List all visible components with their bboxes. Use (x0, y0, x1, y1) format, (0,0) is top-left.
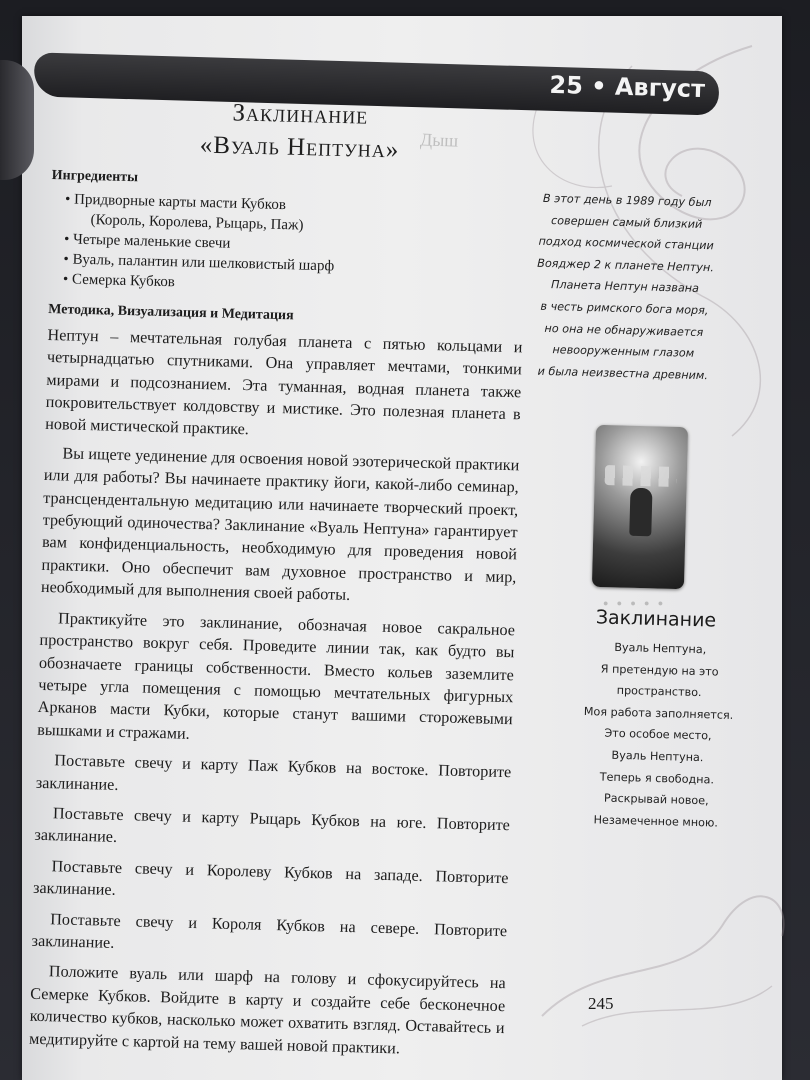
spell-title: Заклинание (595, 606, 717, 632)
spell-line: Это особое место, (604, 726, 712, 743)
spell-line: Теперь я свободна. (599, 770, 715, 787)
paragraph: Вы ищете уединение для освоения новой эзотерической практики или для работы? Вы начинаете практику йоги, какой-либо семинар, трансцендентальную медитацию или начинаете творческий проект, требующий одиночества? Заклинание «Вуаль Нептуна» гарантирует вам конфиденциальность, необходимую для проведения новой практики. Оно обеспечит вам духовное пространство и мир, необходимый для выполнения своей работы. (40, 444, 520, 605)
sidebar-line: невооруженным глазом (552, 343, 695, 360)
sidebar-line: подход космической станции (538, 234, 714, 253)
spell-line: Незамеченное мною. (593, 813, 719, 830)
ingredient-item: • Семерка Кубков (63, 270, 524, 302)
sidebar-line: Планета Нептун названа (550, 278, 700, 296)
ingredient-item: • Вуаль, палантин или шелковистый шарф (63, 250, 524, 282)
decorative-dots: ● ● ● ● ● (603, 598, 667, 608)
figure-illustration (629, 488, 652, 537)
previous-page-edge (0, 60, 34, 180)
paragraph: Положите вуаль или шарф на голову и сфокусируйтесь на Семерке Кубков. Войдите в карту и создайте себе бесконечное количество кубков, насколько может охватить взгляд. Оставайтесь и медитируйте с картой на тему вашей новой практики. (28, 962, 506, 1058)
paragraph: Поставьте свечу и карту Паж Кубков на востоке. Повторите заклинание. (35, 751, 512, 794)
page-title (174, 95, 426, 167)
spell-line: Вуаль Нептуна. (611, 748, 704, 765)
decorative-swirl-bottom (522, 836, 792, 1036)
spell-text (565, 636, 750, 835)
ingredients-heading: Ингредиенты (51, 167, 139, 186)
date-label: 25 • Август (549, 70, 706, 104)
paragraph: Практикуйте это заклинание, обозначая новое сакральное пространство вокруг себя. Проведите линии так, как будто вы обозначаете границы собственности. Вместо кольев заземлите четыре угла помещения с помощью мечтательных фигурных Арканов масти Кубки, которые станут вашими сторожевыми вышками и стражами. (36, 609, 516, 743)
paragraph: Поставьте свечу и Короля Кубков на севере. Повторите заклинание. (31, 909, 508, 952)
sidebar-line: и была неизвестна древним. (537, 364, 709, 382)
page-number: 245 (588, 994, 614, 1013)
sidebar-fact (517, 187, 732, 387)
sidebar-line: Вояджер 2 к планете Нептун. (537, 256, 715, 275)
spell-line: Моя работа заполняется. (583, 704, 734, 722)
paragraph: Поставьте свечу и Королеву Кубков на западе. Повторите заклинание. (32, 856, 509, 900)
paragraph: Поставьте свечу и карту Рыцарь Кубков на юге. Повторите заклинание. (34, 804, 511, 847)
tarot-card-image (592, 425, 688, 589)
cups-illustration (605, 465, 677, 487)
ingredient-item: • Четыре маленькие свечи (64, 230, 525, 262)
method-heading: Методика, Визуализация и Медитация (48, 302, 294, 324)
ingredient-item: • Придворные карты масти Кубков (65, 190, 526, 222)
bleed-through-text: Дыш (419, 129, 459, 151)
spell-line: Я претендую на это (600, 662, 719, 679)
sidebar-line: совершен самый близкий (550, 213, 703, 231)
spell-line: Раскрывай новое, (603, 791, 709, 808)
sidebar-line: В этот день в 1989 году был (542, 191, 712, 210)
spell-line: пространство. (616, 684, 702, 700)
spell-line: Вуаль Нептуна, (614, 640, 707, 657)
title-line-1: Заклинание (232, 99, 369, 130)
paragraph: Нептун – мечтательная голубая планета с пятью кольцами и четырнадцатью спутниками. Она управляет мечтами, тонкими мирами и подсознанием. Эта туманная, водная планета также покровительствует колдовству и мистике. Это полезная планета в новой мистической практике. (44, 325, 523, 439)
sidebar-line: в честь римского бога моря, (540, 299, 709, 318)
ingredient-subitem: (Король, Королева, Рыцарь, Паж) (90, 212, 304, 235)
sidebar-line: но она не обнаруживается (544, 321, 704, 339)
ingredients-list (49, 189, 526, 301)
title-line-2: «Вуаль Нептуна» (199, 131, 400, 164)
main-text (29, 165, 527, 1062)
